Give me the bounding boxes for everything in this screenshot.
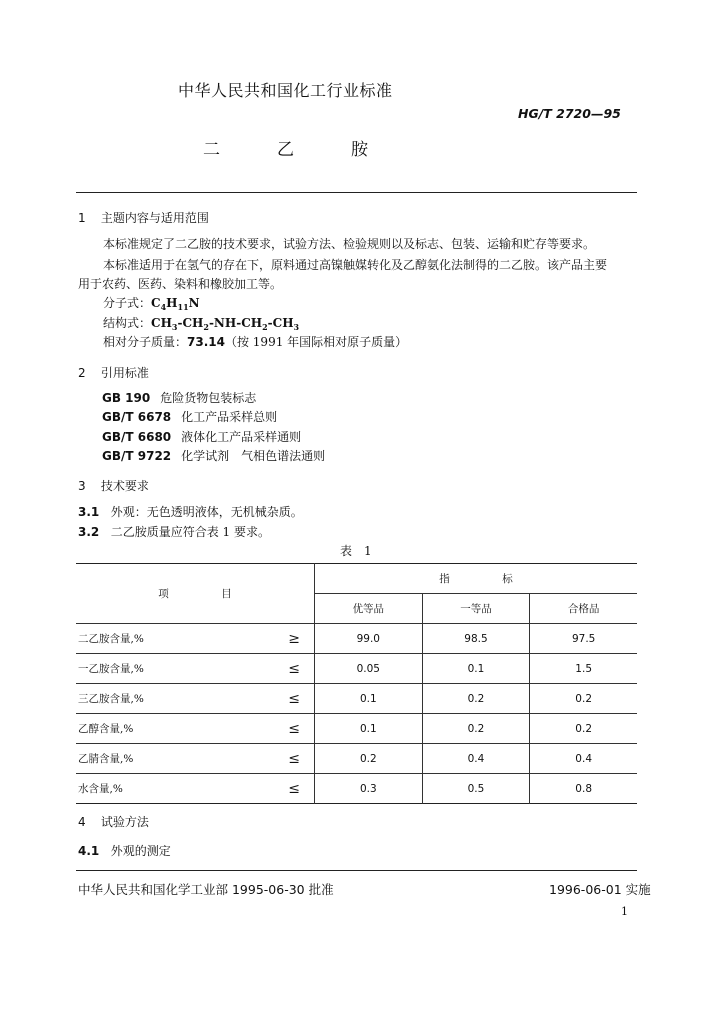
reference-title: 危险货物包装标志 — [160, 391, 257, 405]
reference-item — [102, 408, 277, 427]
value-cell: 0.1 — [314, 684, 422, 714]
table-row — [76, 744, 637, 774]
row-operator: ≤ — [248, 654, 315, 684]
requirement-item — [78, 523, 270, 542]
reference-code: GB/T 9722 — [102, 449, 172, 463]
section-number: 4 — [78, 815, 86, 829]
item-text: 二乙胺质量应符合表 1 要求。 — [110, 525, 270, 539]
value-cell: 0.2 — [530, 684, 637, 714]
title-char: 乙 — [277, 140, 294, 160]
item-text: 外观的测定 — [110, 844, 171, 858]
effective-date: 1996-06-01 实施 — [549, 882, 651, 897]
item-text: 外观：无色透明液体，无机械杂质。 — [110, 505, 303, 519]
page-number: 1 — [621, 905, 628, 918]
row-name: 乙醇含量,% — [76, 714, 248, 744]
grade-header: 优等品 — [314, 594, 422, 624]
section-title: 引用标准 — [100, 366, 149, 380]
section-number: 1 — [78, 211, 86, 225]
value-cell: 0.1 — [422, 654, 530, 684]
reference-item — [102, 389, 256, 408]
value-cell: 99.0 — [314, 624, 422, 654]
requirement-item — [78, 503, 303, 522]
section-number: 2 — [78, 366, 86, 380]
section-title: 试验方法 — [100, 815, 149, 829]
item-header: 项 目 — [158, 588, 232, 600]
standard-category-title: 中华人民共和国化工行业标准 — [178, 81, 393, 100]
index-header: 指 标 — [314, 564, 637, 594]
value-cell: 0.1 — [314, 714, 422, 744]
reference-code: GB/T 6680 — [102, 430, 172, 444]
structure-label: 结构式： — [103, 316, 152, 330]
structural-formula — [103, 314, 299, 333]
row-name: 乙腈含量,% — [76, 744, 248, 774]
row-operator: ≤ — [248, 684, 315, 714]
value-cell: 0.2 — [314, 744, 422, 774]
header-rule — [76, 192, 637, 193]
title-char: 胺 — [351, 140, 368, 160]
section-title: 主题内容与适用范围 — [100, 211, 209, 225]
footer-rule — [76, 870, 637, 871]
table-row — [76, 774, 637, 804]
reference-code: GB 190 — [102, 391, 151, 405]
formula-value: $C_4H_{11}N$ — [151, 296, 200, 312]
value-cell: 0.2 — [422, 714, 530, 744]
value-cell: 0.8 — [530, 774, 637, 804]
value-cell: 0.4 — [530, 744, 637, 774]
structure-value: $CH_3-CH_2-NH-CH_2-CH_3$ — [151, 316, 300, 332]
section-2-heading — [78, 364, 149, 381]
table-row — [76, 684, 637, 714]
item-number: 3.1 — [78, 505, 100, 519]
mass-label: 相对分子质量： — [103, 335, 188, 349]
row-name: 三乙胺含量,% — [76, 684, 248, 714]
formula-label: 分子式： — [103, 296, 152, 310]
molecular-mass — [103, 333, 407, 352]
section-title: 技术要求 — [100, 479, 149, 493]
table-caption: 表 1 — [340, 544, 372, 558]
scope-paragraph-1: 本标准规定了二乙胺的技术要求，试验方法、检验规则以及标志、包装、运输和贮存等要求。 — [103, 237, 596, 251]
reference-code: GB/T 6678 — [102, 410, 172, 424]
item-number: 3.2 — [78, 525, 100, 539]
value-cell: 1.5 — [530, 654, 637, 684]
item-header-cell — [76, 564, 314, 624]
value-cell: 0.05 — [314, 654, 422, 684]
value-cell: 98.5 — [422, 624, 530, 654]
value-cell: 0.4 — [422, 744, 530, 774]
mass-value: 73.14 — [187, 335, 225, 349]
value-cell: 97.5 — [530, 624, 637, 654]
row-operator: ≤ — [248, 774, 315, 804]
section-number: 3 — [78, 479, 86, 493]
scope-paragraph-2-line-1: 本标准适用于在氢气的存在下，原料通过高镍触媒转化及乙醇氨化法制得的二乙胺。该产品主要 — [103, 258, 608, 272]
document-title — [203, 135, 368, 160]
grade-header: 一等品 — [422, 594, 530, 624]
subsection-heading — [78, 842, 171, 859]
value-cell: 0.5 — [422, 774, 530, 804]
standard-code: HG/T 2720—95 — [518, 106, 621, 121]
grade-header: 合格品 — [530, 594, 637, 624]
molecular-formula — [103, 294, 200, 313]
section-1-heading — [78, 209, 209, 226]
reference-title: 液体化工产品采样通则 — [181, 430, 302, 444]
scope-paragraph-2-line-2: 用于农药、医药、染料和橡胶加工等。 — [78, 277, 283, 291]
table-row — [76, 624, 637, 654]
table-row — [76, 714, 637, 744]
row-name: 水含量,% — [76, 774, 248, 804]
title-char: 二 — [203, 140, 220, 160]
section-3-heading — [78, 477, 149, 494]
reference-title: 化学试剂 气相色谱法通则 — [181, 449, 326, 463]
reference-item — [102, 428, 301, 447]
reference-item — [102, 447, 325, 466]
section-4-heading — [78, 813, 149, 830]
table-row — [76, 654, 637, 684]
value-cell: 0.2 — [530, 714, 637, 744]
row-name: 一乙胺含量,% — [76, 654, 248, 684]
row-operator: ≤ — [248, 714, 315, 744]
reference-title: 化工产品采样总则 — [181, 410, 278, 424]
row-operator: ≤ — [248, 744, 315, 774]
row-operator: ≥ — [248, 624, 315, 654]
value-cell: 0.3 — [314, 774, 422, 804]
value-cell: 0.2 — [422, 684, 530, 714]
item-number: 4.1 — [78, 844, 100, 858]
mass-note: （按 1991 年国际相对原子质量） — [224, 335, 408, 349]
row-name: 二乙胺含量,% — [76, 624, 248, 654]
approval-statement: 中华人民共和国化学工业部 1995-06-30 批准 — [78, 882, 334, 897]
specification-table — [76, 563, 637, 804]
